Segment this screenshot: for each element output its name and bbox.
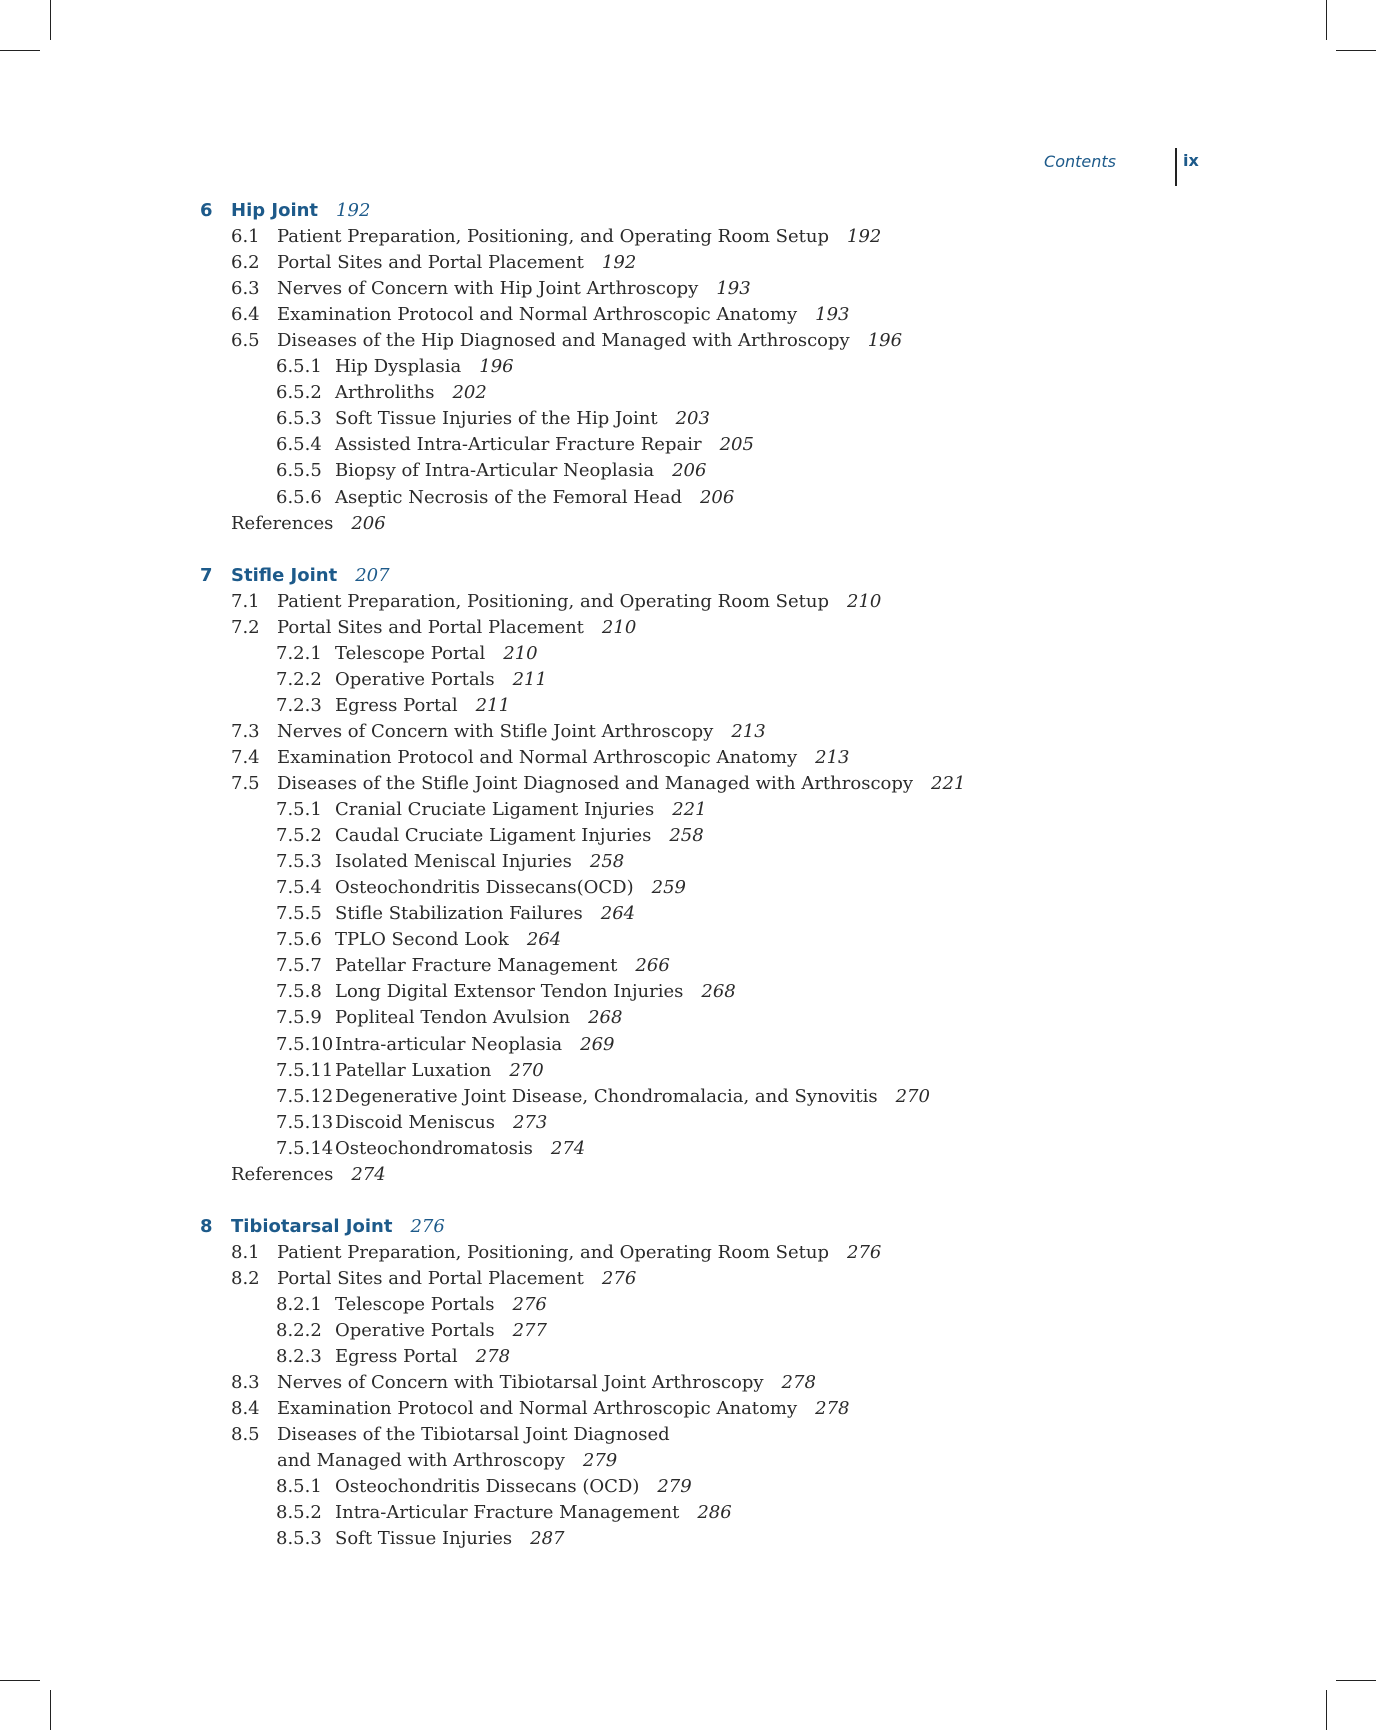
entry-page: 264 xyxy=(526,929,562,951)
entry-page: 192 xyxy=(847,226,882,248)
entry-page: 264 xyxy=(600,903,636,925)
entry-page: 279 xyxy=(582,1450,618,1472)
entry-page: 270 xyxy=(509,1059,544,1081)
entry-title xyxy=(277,771,965,797)
section-entry[interactable] xyxy=(0,1422,1376,1448)
entry-page: 192 xyxy=(601,252,637,274)
entry-page: 258 xyxy=(669,825,704,847)
entry-title-text: Intra-Articular Fracture Management xyxy=(335,1502,680,1524)
entry-page: 211 xyxy=(475,694,511,716)
entry-title-text: Telescope Portal xyxy=(335,642,486,664)
chapter-title xyxy=(231,198,370,224)
entry-number: 7.2.3 xyxy=(276,694,322,716)
entry-page: 196 xyxy=(867,330,903,352)
entry-number: 8.5.2 xyxy=(276,1502,322,1524)
entry-title-text: Examination Protocol and Normal Arthroscopic Anatomy xyxy=(277,1398,798,1420)
entry-title xyxy=(335,1084,930,1110)
entry-number: 7.5.4 xyxy=(276,877,322,899)
subsection-entry[interactable] xyxy=(0,1526,1376,1552)
entry-title xyxy=(335,1032,615,1058)
entry-page: 278 xyxy=(475,1346,511,1368)
crop-mark xyxy=(1326,0,1327,40)
entry-page: 210 xyxy=(503,642,538,664)
section-entry[interactable] xyxy=(0,1396,1376,1422)
entry-number: 8.5 xyxy=(231,1424,260,1446)
entry-page: 278 xyxy=(815,1398,850,1420)
entry-title xyxy=(277,250,636,276)
crop-mark xyxy=(0,1680,40,1681)
entry-number: 7.2.2 xyxy=(276,668,322,690)
entry-number: 6.5.6 xyxy=(276,486,322,508)
entry-title xyxy=(277,302,849,328)
section-entry[interactable] xyxy=(0,224,1376,250)
entry-title-text: Examination Protocol and Normal Arthroscopic Anatomy xyxy=(277,746,798,768)
entry-title-text: Portal Sites and Portal Placement xyxy=(277,616,584,638)
entry-title-text: Operative Portals xyxy=(335,668,495,690)
entry-title-text: Isolated Meniscal Injuries xyxy=(335,851,572,873)
section-entry-continuation[interactable] xyxy=(0,1448,1376,1474)
entry-title xyxy=(335,875,686,901)
entry-title-text: Examination Protocol and Normal Arthroscopic Anatomy xyxy=(277,304,798,326)
entry-title-text: Caudal Cruciate Ligament Injuries xyxy=(335,825,652,847)
entry-page: 276 xyxy=(601,1267,637,1289)
entry-title-text: Stifle Stabilization Failures xyxy=(335,903,583,925)
entry-title-text: Nerves of Concern with Stifle Joint Arthroscopy xyxy=(277,720,714,742)
entry-title-text: Osteochondritis Dissecans(OCD) xyxy=(335,877,634,899)
running-head-label: Contents xyxy=(1044,152,1116,171)
entry-title xyxy=(335,1110,547,1136)
entry-number: 7.5.6 xyxy=(276,929,322,951)
subsection-entry[interactable] xyxy=(0,1032,1376,1058)
chapter-title xyxy=(231,563,390,589)
entry-page: 266 xyxy=(635,955,670,977)
section-entry[interactable] xyxy=(0,719,1376,745)
entry-title xyxy=(335,1526,564,1552)
entry-title xyxy=(277,615,636,641)
entry-number: 6.5.4 xyxy=(276,434,322,456)
entry-title-text: Arthroliths xyxy=(335,382,435,404)
subsection-entry[interactable] xyxy=(0,797,1376,823)
entry-title-text: Popliteal Tendon Avulsion xyxy=(335,1007,571,1029)
entry-title xyxy=(335,1292,547,1318)
entry-title xyxy=(231,1162,386,1188)
entry-title-text: Patient Preparation, Positioning, and Operating Room Setup xyxy=(277,590,830,612)
subsection-entry[interactable] xyxy=(0,1110,1376,1136)
entry-title-text: References xyxy=(231,512,334,534)
entry-title xyxy=(335,797,707,823)
subsection-entry[interactable] xyxy=(0,667,1376,693)
subsection-entry[interactable] xyxy=(0,1318,1376,1344)
entry-title xyxy=(335,1058,544,1084)
entry-title-text: Biopsy of Intra-Articular Neoplasia xyxy=(335,460,655,482)
entry-title-text: TPLO Second Look xyxy=(335,929,509,951)
entry-title xyxy=(335,849,624,875)
entry-title xyxy=(277,328,902,354)
section-entry[interactable] xyxy=(0,1266,1376,1292)
entry-title xyxy=(335,979,736,1005)
entry-title xyxy=(277,276,751,302)
entry-page: 269 xyxy=(580,1033,615,1055)
entry-page: 211 xyxy=(512,668,547,690)
entry-title-text: Patellar Fracture Management xyxy=(335,955,618,977)
entry-page: 203 xyxy=(675,408,710,430)
entry-page: 213 xyxy=(815,746,850,768)
entry-title-text: Discoid Meniscus xyxy=(335,1111,495,1133)
entry-title xyxy=(277,719,766,745)
entry-title-text: Soft Tissue Injuries xyxy=(335,1528,513,1550)
entry-page: 210 xyxy=(601,616,637,638)
chapter-heading[interactable] xyxy=(0,563,1376,589)
chapter-spacer xyxy=(0,1188,1376,1214)
entry-number: 6.5.1 xyxy=(276,356,322,378)
entry-page: 279 xyxy=(657,1476,692,1498)
entry-page: 202 xyxy=(452,382,487,404)
entry-title-text: Assisted Intra-Articular Fracture Repair xyxy=(335,434,702,456)
entry-title xyxy=(277,1266,636,1292)
chapter-title xyxy=(231,1214,445,1240)
entry-page: 210 xyxy=(847,590,882,612)
entry-page: 193 xyxy=(815,304,850,326)
entry-number: 7.5.11 xyxy=(276,1059,334,1081)
entry-title xyxy=(335,458,706,484)
entry-number: 6.5.5 xyxy=(276,460,322,482)
entry-number: 6.4 xyxy=(231,304,260,326)
crop-mark xyxy=(1336,50,1376,51)
entry-number: 8.2 xyxy=(231,1267,260,1289)
entry-number: 7.5.3 xyxy=(276,851,322,873)
entry-title-text: Nerves of Concern with Hip Joint Arthroscopy xyxy=(277,278,699,300)
entry-title-text: Telescope Portals xyxy=(335,1293,495,1315)
entry-number: 6.1 xyxy=(231,226,260,248)
section-entry[interactable] xyxy=(0,589,1376,615)
references-entry[interactable] xyxy=(0,1162,1376,1188)
entry-title-text: Diseases of the Stifle Joint Diagnosed and Managed with Arthroscopy xyxy=(277,773,914,795)
entry-page: 274 xyxy=(550,1137,586,1159)
references-entry[interactable] xyxy=(0,511,1376,537)
entry-page: 268 xyxy=(588,1007,623,1029)
page-number: ix xyxy=(1183,151,1199,170)
entry-page: 287 xyxy=(530,1528,565,1550)
entry-number: 7.3 xyxy=(231,720,260,742)
entry-page: 258 xyxy=(589,851,625,873)
crop-mark xyxy=(50,0,51,40)
entry-page: 221 xyxy=(931,773,966,795)
entry-page: 193 xyxy=(716,278,751,300)
entry-page: 213 xyxy=(731,720,766,742)
entry-title-text: Hip Dysplasia xyxy=(335,356,462,378)
entry-number: 7.5.14 xyxy=(276,1137,334,1159)
entry-title-text: Portal Sites and Portal Placement xyxy=(277,252,584,274)
subsection-entry[interactable] xyxy=(0,641,1376,667)
table-of-contents xyxy=(0,198,1376,1552)
chapter-spacer xyxy=(0,537,1376,563)
entry-page: 270 xyxy=(895,1085,930,1107)
subsection-entry[interactable] xyxy=(0,1005,1376,1031)
entry-number: 8.3 xyxy=(231,1372,260,1394)
chapter-heading[interactable] xyxy=(0,198,1376,224)
entry-title xyxy=(335,354,514,380)
entry-title-text: Portal Sites and Portal Placement xyxy=(277,1267,584,1289)
entry-page: 276 xyxy=(847,1241,882,1263)
entry-number: 7.5.8 xyxy=(276,981,322,1003)
entry-title-text: Osteochondritis Dissecans (OCD) xyxy=(335,1476,640,1498)
entry-title xyxy=(335,927,561,953)
entry-number: 7.5.7 xyxy=(276,955,322,977)
entry-page: 206 xyxy=(351,512,386,534)
subsection-entry[interactable] xyxy=(0,953,1376,979)
entry-title-text: Intra-articular Neoplasia xyxy=(335,1033,563,1055)
entry-title-text: Long Digital Extensor Tendon Injuries xyxy=(335,981,684,1003)
entry-page: 196 xyxy=(479,356,514,378)
entry-title-text: Egress Portal xyxy=(335,1346,458,1368)
section-entry[interactable] xyxy=(0,1240,1376,1266)
entry-title-text: Cranial Cruciate Ligament Injuries xyxy=(335,799,655,821)
entry-title-text: Nerves of Concern with Tibiotarsal Joint Arthroscopy xyxy=(277,1372,764,1394)
subsection-entry[interactable] xyxy=(0,380,1376,406)
entry-number: 7.5.2 xyxy=(276,825,322,847)
chapter-number: 6 xyxy=(200,200,213,221)
entry-page: 277 xyxy=(512,1320,547,1342)
entry-title xyxy=(231,511,386,537)
subsection-entry[interactable] xyxy=(0,485,1376,511)
section-entry[interactable] xyxy=(0,615,1376,641)
entry-title xyxy=(335,485,734,511)
running-head xyxy=(1000,148,1200,186)
entry-title xyxy=(335,693,510,719)
entry-number: 7.5.9 xyxy=(276,1007,322,1029)
entry-title-text: Patient Preparation, Positioning, and Operating Room Setup xyxy=(277,1241,830,1263)
subsection-entry[interactable] xyxy=(0,1344,1376,1370)
entry-number: 7.5.13 xyxy=(276,1111,334,1133)
subsection-entry[interactable] xyxy=(0,693,1376,719)
entry-title xyxy=(335,823,704,849)
entry-title xyxy=(335,406,710,432)
entry-number: 6.5 xyxy=(231,330,260,352)
entry-title xyxy=(277,1448,617,1474)
entry-number: 6.3 xyxy=(231,278,260,300)
subsection-entry[interactable] xyxy=(0,1136,1376,1162)
entry-title-text: References xyxy=(231,1163,334,1185)
subsection-entry[interactable] xyxy=(0,1500,1376,1526)
section-entry[interactable] xyxy=(0,328,1376,354)
subsection-entry[interactable] xyxy=(0,1292,1376,1318)
subsection-entry[interactable] xyxy=(0,823,1376,849)
section-entry[interactable] xyxy=(0,302,1376,328)
entry-title xyxy=(277,1396,849,1422)
entry-title xyxy=(277,1370,816,1396)
entry-number: 6.2 xyxy=(231,252,260,274)
section-entry[interactable] xyxy=(0,771,1376,797)
entry-title xyxy=(335,432,754,458)
entry-number: 8.2.3 xyxy=(276,1346,322,1368)
subsection-entry[interactable] xyxy=(0,927,1376,953)
running-head-rule xyxy=(1175,148,1177,186)
entry-number: 6.5.3 xyxy=(276,408,322,430)
entry-number: 7.2 xyxy=(231,616,260,638)
chapter-number: 7 xyxy=(200,564,213,586)
entry-title xyxy=(335,1500,732,1526)
entry-title xyxy=(335,641,538,667)
subsection-entry[interactable] xyxy=(0,432,1376,458)
entry-number: 7.5.1 xyxy=(276,799,322,821)
entry-number: 6.5.2 xyxy=(276,382,322,404)
entry-page: 276 xyxy=(512,1293,547,1315)
entry-title-text: and Managed with Arthroscopy xyxy=(277,1450,565,1472)
entry-number: 8.5.3 xyxy=(276,1528,322,1550)
entry-title-text: Operative Portals xyxy=(335,1320,495,1342)
section-entry[interactable] xyxy=(0,1370,1376,1396)
section-entry[interactable] xyxy=(0,250,1376,276)
entry-title-text: Diseases of the Hip Diagnosed and Managed with Arthroscopy xyxy=(277,330,850,352)
entry-number: 7.4 xyxy=(231,746,260,768)
entry-page: 268 xyxy=(701,981,736,1003)
entry-page: 206 xyxy=(672,460,707,482)
entry-number: 7.5.10 xyxy=(276,1033,334,1055)
entry-title-text: Patellar Luxation xyxy=(335,1059,492,1081)
crop-mark xyxy=(1336,1680,1376,1681)
entry-page: 206 xyxy=(699,486,735,508)
entry-title-text: Degenerative Joint Disease, Chondromalacia, and Synovitis xyxy=(335,1085,878,1107)
subsection-entry[interactable] xyxy=(0,354,1376,380)
chapter-page: 276 xyxy=(410,1215,445,1237)
subsection-entry[interactable] xyxy=(0,1058,1376,1084)
entry-title xyxy=(335,953,670,979)
entry-number: 8.2.2 xyxy=(276,1320,322,1342)
entry-title xyxy=(335,667,547,693)
entry-title xyxy=(335,1005,622,1031)
entry-title xyxy=(277,1422,670,1448)
entry-page: 286 xyxy=(697,1502,732,1524)
entry-title-text: Patient Preparation, Positioning, and Operating Room Setup xyxy=(277,226,830,248)
entry-title xyxy=(335,380,487,406)
subsection-entry[interactable] xyxy=(0,406,1376,432)
entry-title xyxy=(277,589,881,615)
entry-number: 8.2.1 xyxy=(276,1293,322,1315)
entry-page: 273 xyxy=(512,1111,548,1133)
subsection-entry[interactable] xyxy=(0,1474,1376,1500)
entry-number: 8.5.1 xyxy=(276,1476,322,1498)
subsection-entry[interactable] xyxy=(0,849,1376,875)
section-entry[interactable] xyxy=(0,276,1376,302)
chapter-title-text: Stifle Joint xyxy=(231,564,338,586)
section-entry[interactable] xyxy=(0,745,1376,771)
crop-mark xyxy=(1326,1690,1327,1730)
chapter-title-text: Tibiotarsal Joint xyxy=(231,1215,393,1237)
crop-mark xyxy=(50,1690,51,1730)
entry-title xyxy=(335,1344,510,1370)
entry-title-text: Soft Tissue Injuries of the Hip Joint xyxy=(335,408,658,430)
entry-page: 278 xyxy=(781,1372,816,1394)
entry-title-text: Aseptic Necrosis of the Femoral Head xyxy=(335,486,682,508)
chapter-title-text: Hip Joint xyxy=(231,200,319,221)
entry-title xyxy=(335,1474,692,1500)
chapter-page: 192 xyxy=(336,200,371,221)
entry-title xyxy=(277,1240,881,1266)
entry-number: 7.1 xyxy=(231,590,260,612)
entry-title xyxy=(335,1318,547,1344)
entry-title xyxy=(335,1136,585,1162)
entry-page: 274 xyxy=(351,1163,386,1185)
entry-title xyxy=(335,901,635,927)
crop-mark xyxy=(0,50,40,51)
entry-number: 7.5 xyxy=(231,773,260,795)
entry-number: 8.1 xyxy=(231,1241,260,1263)
entry-number: 7.5.12 xyxy=(276,1085,334,1107)
subsection-entry[interactable] xyxy=(0,979,1376,1005)
entry-title xyxy=(277,224,881,250)
subsection-entry[interactable] xyxy=(0,875,1376,901)
subsection-entry[interactable] xyxy=(0,901,1376,927)
entry-title-text: Diseases of the Tibiotarsal Joint Diagnosed xyxy=(277,1424,670,1446)
entry-number: 7.5.5 xyxy=(276,903,322,925)
entry-page: 221 xyxy=(672,799,707,821)
entry-number: 8.4 xyxy=(231,1398,260,1420)
chapter-page: 207 xyxy=(355,564,390,586)
subsection-entry[interactable] xyxy=(0,458,1376,484)
entry-title xyxy=(277,745,849,771)
entry-title-text: Egress Portal xyxy=(335,694,458,716)
chapter-number: 8 xyxy=(200,1215,213,1237)
entry-title-text: Osteochondromatosis xyxy=(335,1137,533,1159)
entry-page: 259 xyxy=(651,877,686,899)
entry-number: 7.2.1 xyxy=(276,642,322,664)
entry-page: 205 xyxy=(719,434,754,456)
subsection-entry[interactable] xyxy=(0,1084,1376,1110)
chapter-heading[interactable] xyxy=(0,1214,1376,1240)
